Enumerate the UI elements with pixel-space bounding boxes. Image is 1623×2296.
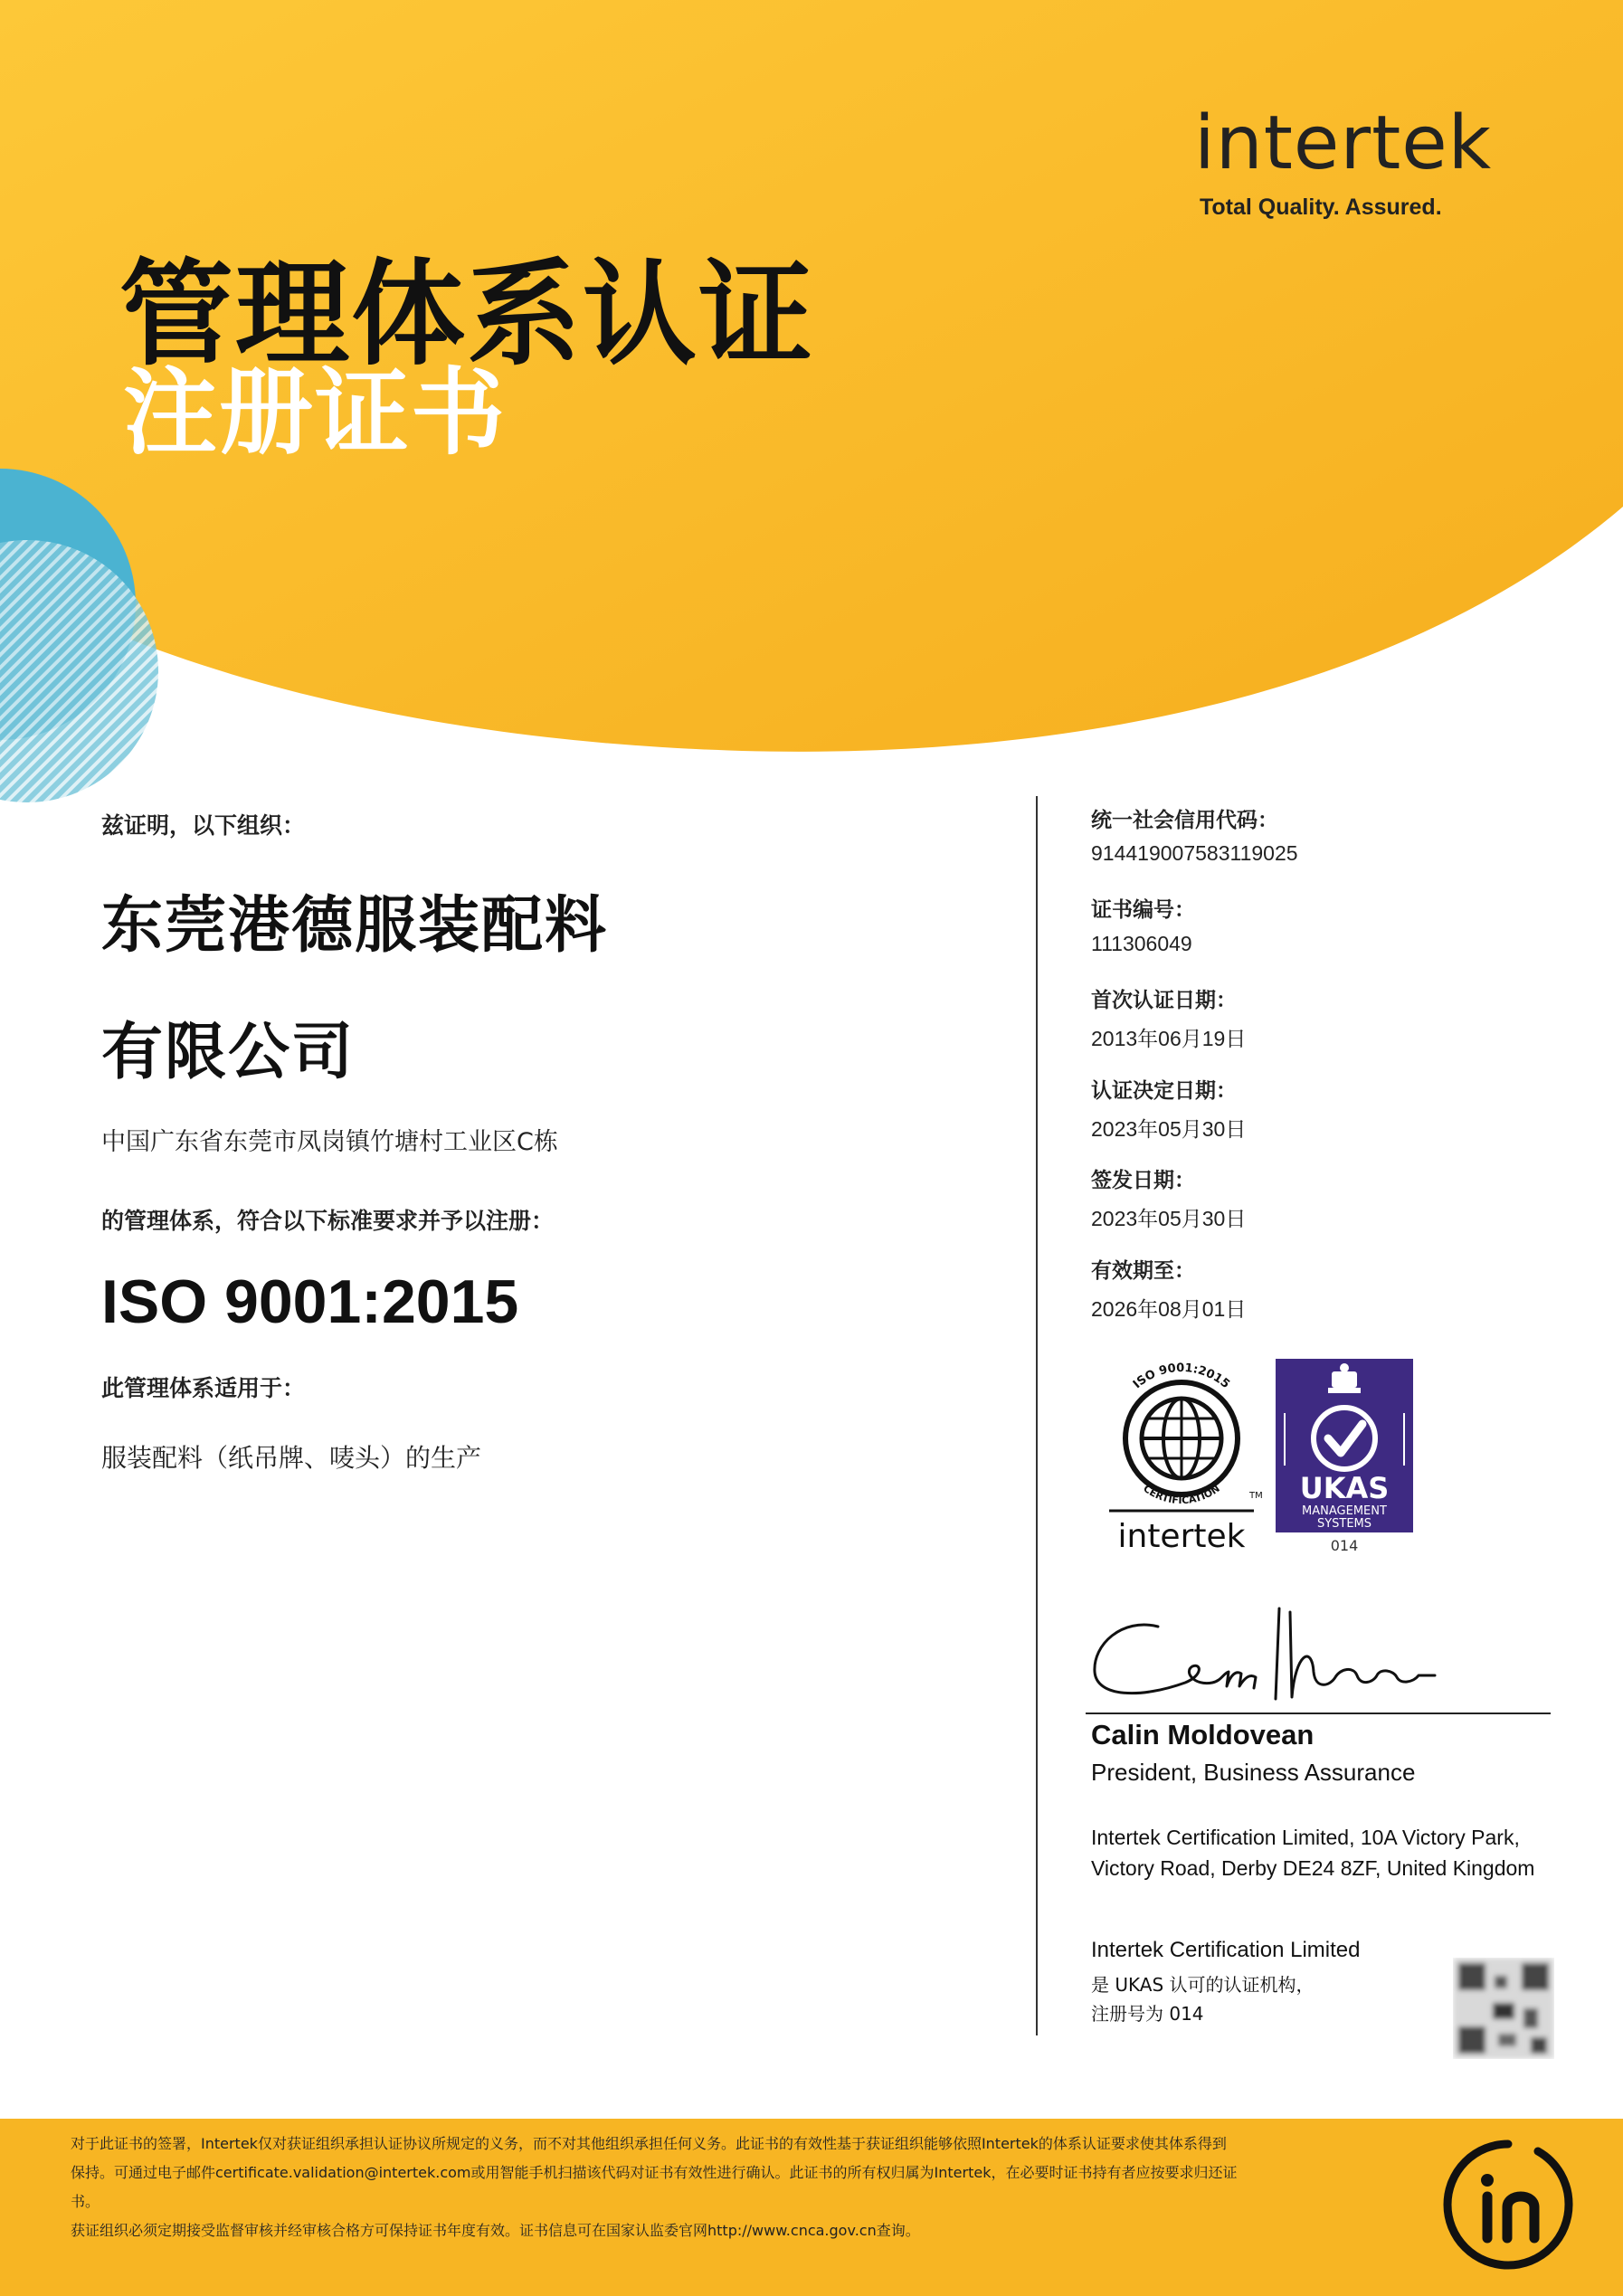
first-cert-date-label: 首次认证日期：: [1091, 989, 1237, 1012]
footer-line-4: 获证组织必须定期接受监督审核并经审核合格方可保持证书年度有效。证书信息可在国家认监委官网http://www.cnca.gov.cn查询。: [71, 2222, 920, 2239]
title-line-1: 管理体系认证: [119, 248, 814, 381]
column-divider: [1036, 796, 1038, 2035]
iso-certification-seal-icon: [1100, 1355, 1263, 1563]
signature-line: [1086, 1713, 1551, 1714]
footer-line-3: 书。: [71, 2193, 100, 2210]
signer-title: President, Business Assurance: [1091, 1759, 1416, 1786]
seal-ring-text: ISO 9001:2015: [1130, 1361, 1232, 1392]
scope-label: 此管理体系适用于：: [101, 1375, 306, 1401]
expiry-date-label: 有效期至：: [1091, 1259, 1195, 1283]
ukas-line-1: MANAGEMENT: [1302, 1504, 1387, 1518]
expiry-date-value: 2026年08月01日: [1091, 1297, 1247, 1321]
certification-body-address: Intertek Certification Limited, 10A Victory Park, Victory Road, Derby DE24 8ZF, United Kingdom: [1091, 1826, 1535, 1880]
issue-date-value: 2023年05月30日: [1091, 1207, 1247, 1230]
seal-brand: intertek: [1117, 1518, 1246, 1555]
ukas-number: 014: [1330, 1537, 1359, 1554]
first-cert-date-value: 2013年06月19日: [1091, 1027, 1247, 1050]
signer-name: Calin Moldovean: [1091, 1719, 1315, 1750]
credit-code-value: 914419007583119025: [1091, 841, 1298, 865]
intertek-in-logo-icon: [1440, 2137, 1576, 2272]
decision-date-value: 2023年05月30日: [1091, 1117, 1247, 1141]
seal-bottom-text: CERTIFICATION: [1141, 1482, 1222, 1507]
title-line-2: 注册证书: [123, 357, 508, 468]
seal-tm: TM: [1249, 1491, 1263, 1501]
certify-label: 兹证明，以下组织：: [101, 812, 306, 839]
ukas-line-2: SYSTEMS: [1316, 1517, 1372, 1531]
footer-line-1: 对于此证书的签署，Intertek仅对获证组织承担认证协议所规定的义务，而不对其他组织承担任何义务。此证书的有效性基于获证组织能够依照Intertek的体系认证要求使其体系得到: [71, 2135, 1227, 2152]
signature-icon: [1086, 1599, 1447, 1712]
conform-label: 的管理体系，符合以下标准要求并予以注册：: [101, 1208, 555, 1234]
organization-name-line-2: 有限公司: [101, 1017, 356, 1088]
scope-text: 服装配料（纸吊牌、唛头）的生产: [101, 1443, 482, 1473]
ukas-badge-icon: [1276, 1359, 1413, 1560]
certificate-number-label: 证书编号：: [1091, 898, 1195, 922]
issue-date-label: 签发日期：: [1091, 1169, 1195, 1192]
footer-line-2: 保持。可通过电子邮件certificate.validation@intertek.com或用智能手机扫描该代码对证书有效性进行确认。此证书的所有权归属为Intertek，在必要时证书持有者应按要求归还证: [71, 2164, 1238, 2181]
certificate-number-value: 111306049: [1091, 932, 1192, 955]
credit-code-label: 统一社会信用代码：: [1091, 809, 1278, 832]
intertek-logo: intertek: [1194, 100, 1493, 186]
accreditation-line-2: 注册号为 014: [1091, 2003, 1204, 2025]
qr-code-icon[interactable]: [1453, 1958, 1554, 2059]
decision-date-label: 认证决定日期：: [1091, 1079, 1237, 1103]
intertek-tagline: Total Quality. Assured.: [1200, 194, 1442, 220]
standard-name: ISO 9001:2015: [101, 1267, 519, 1336]
certification-body-name: Intertek Certification Limited: [1091, 1938, 1361, 1962]
organization-name-line-1: 东莞港德服装配料: [101, 890, 609, 962]
svg-text:ISO 9001:2015: [1131, 1361, 1232, 1391]
accreditation-line-1: 是 UKAS 认可的认证机构，: [1091, 1974, 1315, 1996]
organization-address: 中国广东省东莞市凤岗镇竹塘村工业区C栋: [101, 1128, 558, 1156]
ukas-name: UKAS: [1299, 1471, 1390, 1505]
